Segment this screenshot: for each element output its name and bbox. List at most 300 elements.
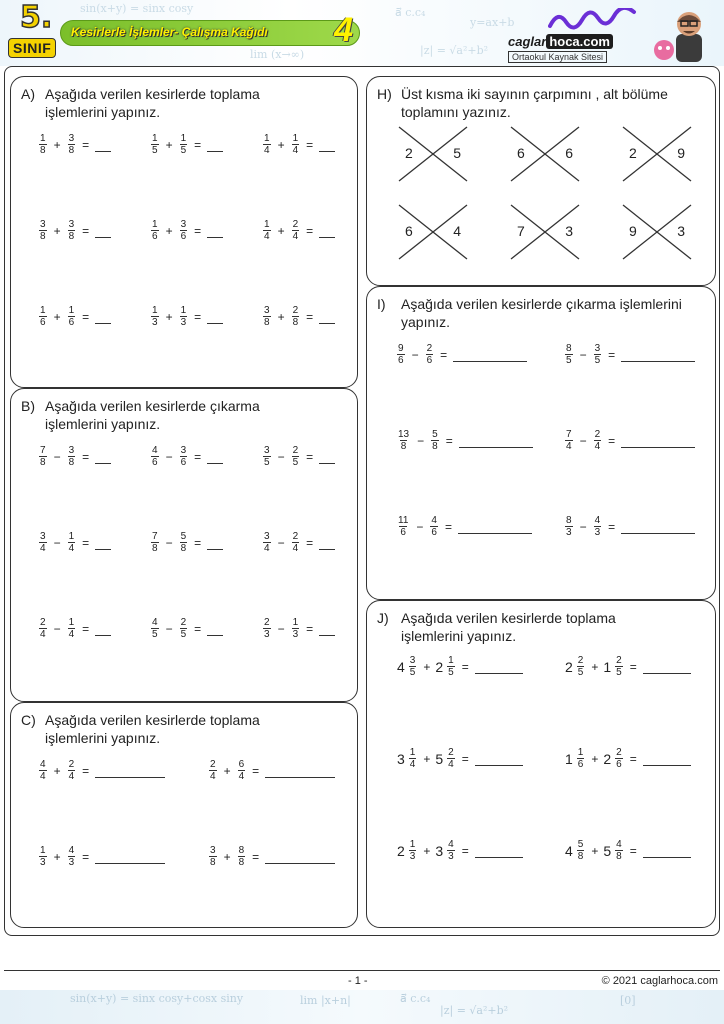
numerator: 3 (409, 655, 416, 666)
fraction (565, 515, 573, 538)
fraction-expression (261, 133, 335, 156)
numerator: 3 (264, 445, 270, 456)
section-letter: J) (377, 610, 389, 626)
numerator: 1 (264, 219, 270, 230)
numerator: 1 (40, 845, 46, 856)
fraction-expression (149, 445, 223, 468)
wave-logo-icon (548, 8, 638, 34)
cross-right-number: 6 (565, 145, 573, 161)
answer-blank[interactable] (95, 764, 165, 778)
denominator: 5 (409, 667, 416, 678)
fraction-expression (207, 759, 335, 782)
grade-number: 5. (20, 0, 53, 35)
operator: − (579, 347, 587, 362)
answer-blank[interactable] (95, 450, 111, 464)
answer-blank[interactable] (207, 622, 223, 636)
operator: + (591, 659, 599, 674)
fraction (39, 531, 47, 554)
denominator: 6 (40, 317, 46, 328)
fraction-expression (395, 343, 527, 366)
answer-blank[interactable] (95, 310, 111, 324)
answer-blank[interactable] (265, 764, 335, 778)
instruction-line-2: işlemlerini yapınız. (401, 628, 517, 644)
numerator: 1 (152, 305, 158, 316)
numerator: 3 (68, 133, 75, 144)
numerator: 3 (180, 445, 187, 456)
section-b (10, 388, 358, 702)
fraction (594, 343, 602, 366)
numerator: 3 (68, 445, 75, 456)
section-letter: B) (21, 398, 35, 414)
denominator: 8 (152, 543, 158, 554)
denominator: 3 (68, 857, 75, 868)
brand-subtitle: Ortaokul Kaynak Sitesi (508, 51, 607, 63)
equals-sign: = (306, 449, 314, 464)
fraction (39, 759, 47, 782)
cross-right-number: 9 (677, 145, 685, 161)
fraction (397, 429, 410, 452)
denominator: 4 (68, 543, 75, 554)
instruction-line-1: Aşağıda verilen kesirlerde toplama (45, 712, 260, 728)
numerator: 1 (68, 531, 75, 542)
equals-sign: = (445, 433, 453, 448)
whole-number: 1 (603, 658, 612, 675)
fraction (68, 305, 76, 328)
whole-number: 3 (435, 842, 444, 859)
fraction (430, 515, 438, 538)
equals-sign: = (444, 519, 452, 534)
fraction-expression (149, 531, 223, 554)
operator: − (53, 449, 61, 464)
denominator: 3 (264, 629, 270, 640)
instruction-line-2: yapınız. (401, 314, 451, 330)
fraction-expression (149, 617, 223, 640)
equals-sign: = (82, 449, 90, 464)
fraction (151, 305, 159, 328)
answer-blank[interactable] (95, 622, 111, 636)
numerator: 1 (68, 617, 75, 628)
numerator: 4 (616, 839, 622, 850)
fraction-expression (37, 445, 111, 468)
fraction-expression (397, 747, 523, 770)
fraction (577, 655, 585, 678)
denominator: 6 (616, 759, 622, 770)
numerator: 4 (152, 617, 158, 628)
answer-blank[interactable] (319, 536, 335, 550)
fraction-expression (565, 839, 691, 862)
section-b-heading (21, 397, 260, 433)
fraction-expression (37, 305, 111, 328)
fraction (39, 219, 47, 242)
whole-number: 2 (397, 842, 405, 859)
equals-sign: = (82, 763, 90, 778)
fraction-expression (395, 515, 532, 538)
equals-sign: = (82, 223, 90, 238)
answer-blank[interactable] (319, 138, 335, 152)
numerator: 1 (68, 305, 75, 316)
numerator: 2 (616, 747, 622, 758)
numerator: 2 (292, 305, 299, 316)
answer-blank[interactable] (643, 752, 691, 766)
equals-sign: = (82, 137, 90, 152)
denominator: 6 (68, 317, 75, 328)
answer-blank[interactable] (95, 224, 111, 238)
cross-left-number: 6 (517, 145, 525, 161)
numerator: 3 (210, 845, 216, 856)
fraction-expression (261, 219, 335, 242)
fraction (238, 759, 246, 782)
denominator: 4 (238, 771, 245, 782)
numerator: 8 (238, 845, 245, 856)
numerator: 3 (264, 305, 270, 316)
section-h-heading (377, 85, 668, 121)
instruction-line-1: Aşağıda verilen kesirlerde çıkarma (45, 398, 260, 414)
fraction (263, 133, 271, 156)
whole-number: 1 (565, 750, 573, 767)
fraction (292, 445, 300, 468)
denominator: 6 (398, 355, 404, 366)
denominator: 5 (566, 355, 572, 366)
fraction (263, 445, 271, 468)
numerator: 3 (594, 343, 601, 354)
fraction (180, 531, 188, 554)
instruction-line-2: işlemlerini yapınız. (45, 416, 161, 432)
operator: + (165, 137, 173, 152)
equals-sign: = (194, 535, 202, 550)
decorative-formula: ā⃗ c.c₄ (395, 6, 426, 19)
numerator: 5 (180, 531, 187, 542)
denominator: 6 (152, 457, 158, 468)
section-c-heading (21, 711, 260, 747)
fraction (431, 429, 439, 452)
whole-number: 2 (565, 658, 573, 675)
fraction (565, 343, 573, 366)
numerator: 1 (152, 219, 158, 230)
denominator: 4 (409, 759, 416, 770)
denominator: 3 (448, 851, 454, 862)
denominator: 3 (594, 527, 601, 538)
fraction (68, 219, 76, 242)
fraction (615, 747, 623, 770)
numerator: 1 (40, 305, 46, 316)
fraction-expression (261, 445, 335, 468)
answer-blank[interactable] (643, 660, 691, 674)
denominator: 8 (292, 317, 299, 328)
numerator: 2 (210, 759, 216, 770)
equals-sign: = (194, 223, 202, 238)
fraction (151, 133, 159, 156)
fraction (180, 445, 188, 468)
numerator: 7 (40, 445, 46, 456)
instruction-line-1: Aşağıda verilen kesirlerde çıkarma işlemlerini (401, 296, 682, 312)
cross-puzzle (397, 203, 469, 261)
cross-right-number: 5 (453, 145, 461, 161)
denominator: 3 (566, 527, 572, 538)
cross-puzzle (621, 203, 693, 261)
equals-sign: = (461, 659, 469, 674)
fraction (209, 845, 217, 868)
equals-sign: = (629, 843, 637, 858)
page-header (0, 0, 724, 66)
brand-logo (508, 10, 638, 60)
answer-blank[interactable] (95, 138, 111, 152)
fraction (263, 305, 271, 328)
whole-number: 4 (397, 658, 405, 675)
operator: − (165, 449, 173, 464)
fraction-expression (261, 617, 335, 640)
denominator: 8 (210, 857, 216, 868)
fraction (292, 617, 300, 640)
section-letter: A) (21, 86, 35, 102)
equals-sign: = (82, 849, 90, 864)
fraction (397, 515, 409, 538)
fraction (151, 219, 159, 242)
denominator: 6 (577, 759, 584, 770)
section-j-heading (377, 609, 616, 645)
answer-blank[interactable] (621, 434, 695, 448)
numerator: 4 (431, 515, 437, 526)
numerator: 13 (398, 429, 410, 440)
whole-number: 2 (603, 750, 612, 767)
denominator: 4 (40, 629, 46, 640)
operator: − (277, 621, 285, 636)
numerator: 11 (398, 515, 409, 526)
denominator: 4 (68, 771, 75, 782)
fraction (447, 839, 455, 862)
answer-blank[interactable] (319, 622, 335, 636)
denominator: 6 (152, 231, 158, 242)
fraction-expression (397, 839, 523, 862)
equals-sign: = (306, 137, 314, 152)
operator: + (165, 223, 173, 238)
fraction (39, 445, 47, 468)
answer-blank[interactable] (95, 850, 165, 864)
operator: − (579, 519, 587, 534)
numerator: 5 (432, 429, 438, 440)
fraction (577, 839, 585, 862)
decorative-formula: sin(x+y) = sinx cosy (80, 2, 194, 15)
teacher-avatar-icon (646, 4, 708, 62)
fraction (39, 617, 47, 640)
fraction (615, 655, 623, 678)
answer-blank[interactable] (475, 844, 523, 858)
answer-blank[interactable] (643, 844, 691, 858)
denominator: 5 (152, 145, 158, 156)
denominator: 8 (400, 441, 407, 452)
equals-sign: = (440, 347, 448, 362)
brand-site-name (508, 34, 613, 49)
denominator: 3 (409, 851, 416, 862)
fraction (397, 343, 405, 366)
equals-sign: = (306, 309, 314, 324)
cross-puzzle (397, 125, 469, 183)
cross-puzzle (621, 125, 693, 183)
numerator: 7 (152, 531, 158, 542)
denominator: 8 (577, 851, 584, 862)
numerator: 1 (180, 133, 187, 144)
operator: + (53, 849, 61, 864)
answer-blank[interactable] (207, 450, 223, 464)
section-a (10, 76, 358, 388)
answer-blank[interactable] (207, 536, 223, 550)
section-i (366, 286, 716, 600)
denominator: 4 (292, 145, 299, 156)
fraction (292, 133, 300, 156)
answer-blank[interactable] (319, 224, 335, 238)
cross-left-number: 9 (629, 223, 637, 239)
denominator: 3 (292, 629, 299, 640)
operator: − (277, 449, 285, 464)
denominator: 6 (426, 355, 433, 366)
operator: − (417, 433, 425, 448)
cross-right-number: 4 (453, 223, 461, 239)
equals-sign: = (608, 433, 616, 448)
denominator: 6 (400, 527, 406, 538)
numerator: 1 (152, 133, 158, 144)
fraction-expression (149, 219, 223, 242)
fraction (209, 759, 217, 782)
denominator: 5 (616, 667, 622, 678)
equals-sign: = (82, 535, 90, 550)
denominator: 3 (40, 857, 46, 868)
grade-label: SINIF (8, 38, 56, 58)
fraction (68, 617, 76, 640)
denominator: 8 (432, 441, 438, 452)
operator: − (277, 535, 285, 550)
operator: − (53, 535, 61, 550)
numerator: 6 (238, 759, 245, 770)
sheet-number: 4 (334, 11, 353, 49)
fraction (594, 429, 602, 452)
fraction (180, 133, 188, 156)
operator: + (53, 137, 61, 152)
equals-sign: = (194, 309, 202, 324)
section-i-heading (377, 295, 682, 331)
operator: + (223, 763, 231, 778)
numerator: 3 (40, 219, 46, 230)
fraction-expression (37, 845, 165, 868)
denominator: 4 (210, 771, 216, 782)
answer-blank[interactable] (95, 536, 111, 550)
numerator: 2 (616, 655, 622, 666)
denominator: 3 (180, 317, 187, 328)
decorative-formula: lim (x→∞) (250, 48, 305, 61)
denominator: 5 (577, 667, 584, 678)
operator: − (165, 535, 173, 550)
denominator: 4 (264, 543, 270, 554)
fraction (39, 845, 47, 868)
operator: + (591, 751, 599, 766)
decorative-formula: |z| = √a²+b² (440, 1004, 509, 1017)
cross-puzzle (509, 125, 581, 183)
answer-blank[interactable] (207, 224, 223, 238)
equals-sign: = (629, 659, 637, 674)
answer-blank[interactable] (207, 138, 223, 152)
fraction (238, 845, 246, 868)
whole-number: 4 (565, 842, 573, 859)
denominator: 4 (448, 759, 454, 770)
answer-blank[interactable] (319, 310, 335, 324)
answer-blank[interactable] (621, 520, 695, 534)
equals-sign: = (194, 621, 202, 636)
fraction (180, 617, 188, 640)
worksheet-title: Kesirlerle İşlemler- Çalışma Kağıdı (71, 25, 268, 39)
numerator: 2 (180, 617, 187, 628)
answer-blank[interactable] (207, 310, 223, 324)
instruction-line-2: toplamını yazınız. (401, 104, 511, 120)
fraction (68, 133, 76, 156)
denominator: 6 (431, 527, 437, 538)
whole-number: 5 (435, 750, 444, 767)
denominator: 4 (292, 231, 299, 242)
denominator: 4 (40, 543, 46, 554)
denominator: 5 (264, 457, 270, 468)
whole-number: 2 (435, 658, 444, 675)
decorative-formula: |z| = √a²+b² (420, 44, 489, 57)
fraction-expression (37, 133, 111, 156)
denominator: 4 (566, 441, 572, 452)
numerator: 9 (398, 343, 404, 354)
numerator: 3 (68, 219, 75, 230)
numerator: 8 (566, 343, 572, 354)
answer-blank[interactable] (453, 348, 527, 362)
denominator: 5 (448, 667, 454, 678)
operator: + (423, 751, 431, 766)
fraction-expression (37, 617, 111, 640)
answer-blank[interactable] (458, 520, 532, 534)
fraction (180, 219, 188, 242)
equals-sign: = (252, 849, 260, 864)
fraction-expression (563, 343, 695, 366)
instruction-line-1: Aşağıda verilen kesirlerde toplama (45, 86, 260, 102)
denominator: 5 (180, 145, 187, 156)
fraction (409, 655, 417, 678)
equals-sign: = (306, 621, 314, 636)
answer-blank[interactable] (459, 434, 533, 448)
title-banner (60, 11, 360, 49)
answer-blank[interactable] (475, 660, 523, 674)
equals-sign: = (252, 763, 260, 778)
answer-blank[interactable] (621, 348, 695, 362)
cross-right-number: 3 (565, 223, 573, 239)
numerator: 2 (448, 747, 454, 758)
numerator: 1 (409, 747, 416, 758)
denominator: 3 (152, 317, 158, 328)
cross-right-number: 3 (677, 223, 685, 239)
numerator: 2 (40, 617, 46, 628)
brand-prefix: caglar (508, 34, 547, 49)
fraction-expression (149, 133, 223, 156)
operator: − (53, 621, 61, 636)
decorative-formula: sin(x+y) = sinx cosy+cosx siny (70, 992, 244, 1005)
numerator: 2 (68, 759, 75, 770)
fraction-expression (565, 655, 691, 678)
cross-left-number: 2 (629, 145, 637, 161)
numerator: 1 (448, 655, 454, 666)
operator: + (423, 659, 431, 674)
fraction-expression (395, 429, 533, 452)
cross-left-number: 2 (405, 145, 413, 161)
denominator: 4 (264, 145, 270, 156)
equals-sign: = (194, 137, 202, 152)
answer-blank[interactable] (475, 752, 523, 766)
answer-blank[interactable] (319, 450, 335, 464)
fraction-expression (149, 305, 223, 328)
numerator: 1 (264, 133, 270, 144)
answer-blank[interactable] (265, 850, 335, 864)
numerator: 4 (448, 839, 454, 850)
decorative-formula: lim |x+n| (300, 994, 351, 1007)
